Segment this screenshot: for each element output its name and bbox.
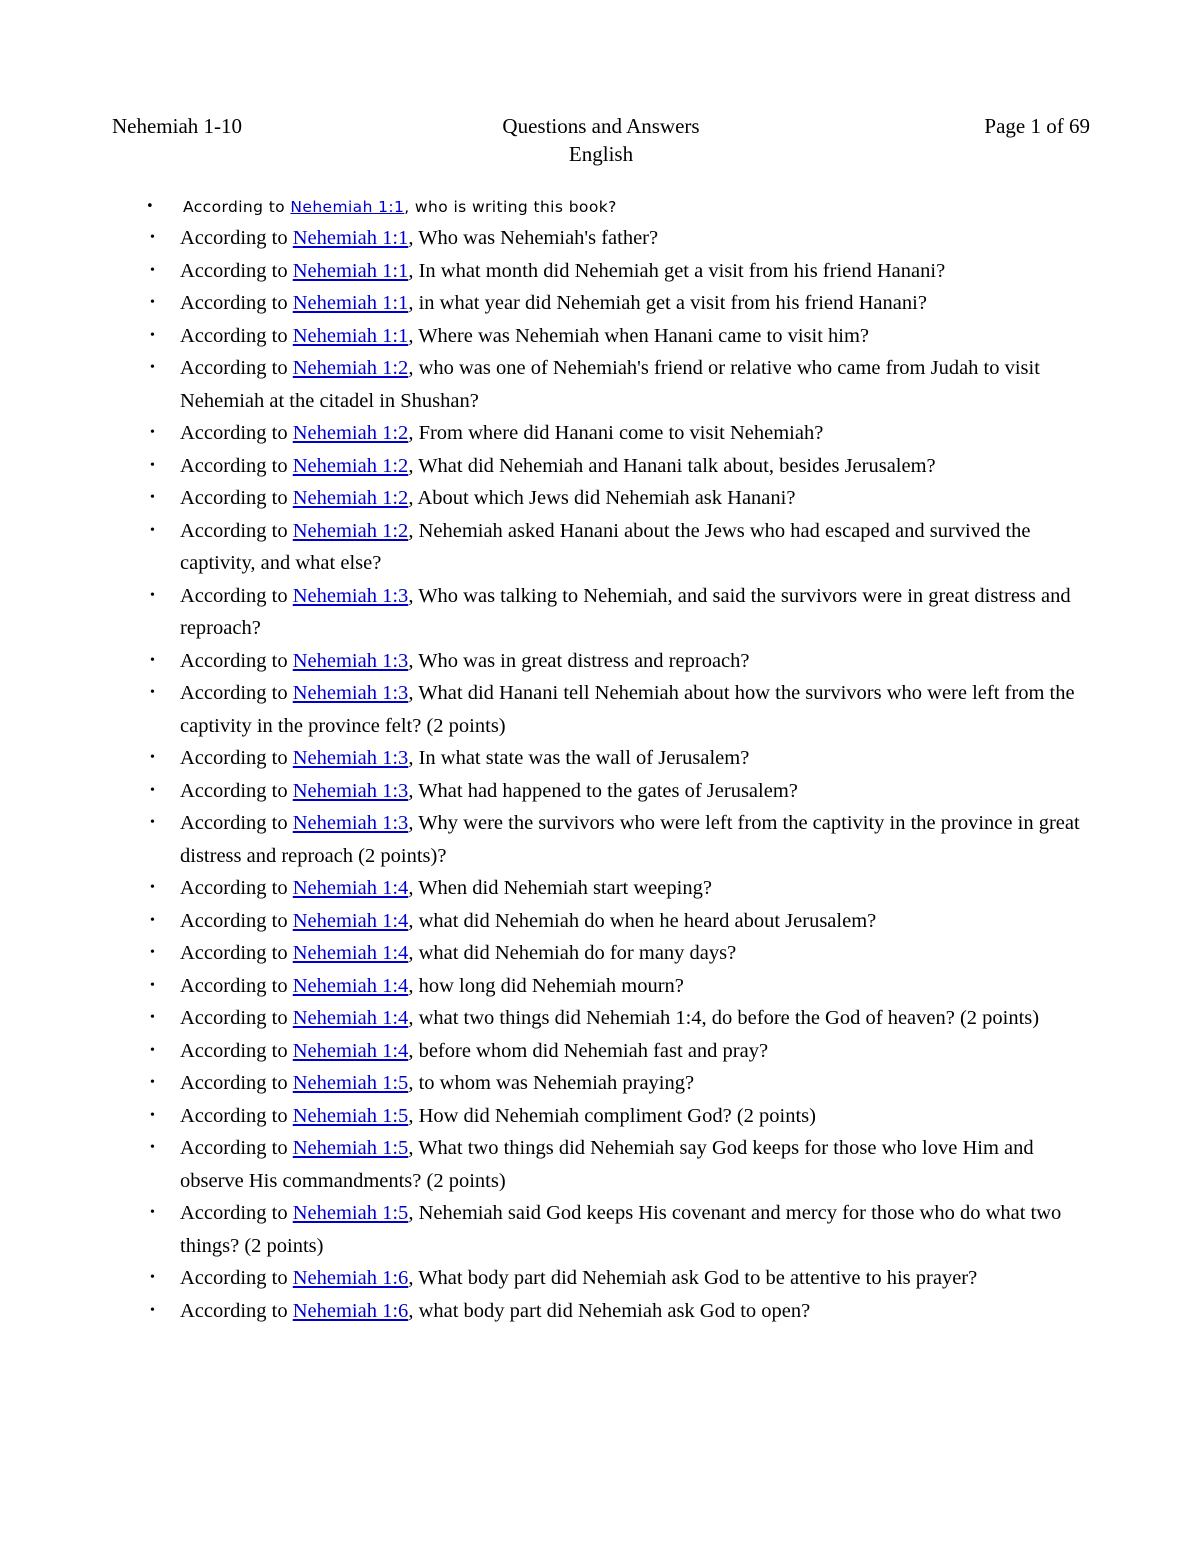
question-item — [112, 1295, 1102, 1328]
scripture-reference-link[interactable]: Nehemiah 1:3 — [292, 649, 409, 672]
question-text: , Who was in great distress and reproach? — [408, 649, 750, 672]
question-text: , In what month did Nehemiah get a visit from his friend Hanani? — [408, 259, 946, 282]
question-text: , Nehemiah asked Hanani about the Jews who had escaped and survived the captivity, and what else? — [180, 519, 1031, 574]
question-prefix: According to — [180, 649, 293, 672]
question-item — [112, 352, 1102, 417]
bullet-icon: • — [150, 360, 155, 375]
scripture-reference-link[interactable]: Nehemiah 1:1 — [292, 324, 409, 347]
bullet-icon: • — [150, 1010, 155, 1025]
question-text: , In what state was the wall of Jerusalem? — [408, 747, 750, 769]
scripture-reference-link[interactable]: Nehemiah 1:5 — [292, 1202, 409, 1224]
question-text: , who was one of Nehemiah's friend or relative who came from Judah to visit Nehemiah at the citadel in Shushan? — [180, 357, 1040, 412]
question-item — [112, 482, 1102, 515]
question-text: , What had happened to the gates of Jerusalem? — [408, 779, 798, 802]
scripture-reference-link[interactable]: Nehemiah 1:4 — [292, 877, 409, 899]
question-prefix: According to — [180, 1007, 293, 1029]
question-text: , to whom was Nehemiah praying? — [408, 1072, 695, 1094]
question-text: , Who was talking to Nehemiah, and said the survivors were in great distress and reproach? — [180, 584, 1071, 639]
bullet-icon: • — [150, 1042, 155, 1058]
question-text: , About which Jews did Nehemiah ask Hanani? — [408, 487, 796, 509]
scripture-reference-link[interactable]: Nehemiah 1:4 — [292, 909, 409, 932]
bullet-icon: • — [150, 522, 155, 538]
question-item — [112, 417, 1102, 450]
header-title: Questions and Answers — [502, 114, 700, 138]
question-prefix: According to — [180, 519, 293, 542]
question-prefix: According to — [180, 324, 293, 347]
question-item — [112, 1197, 1102, 1262]
scripture-reference-link[interactable]: Nehemiah 1:5 — [292, 1137, 409, 1159]
question-prefix: According to — [180, 1072, 293, 1094]
bullet-icon: • — [150, 1075, 155, 1090]
scripture-reference-link[interactable]: Nehemiah 1:2 — [292, 454, 409, 477]
bullet-icon: • — [150, 295, 155, 310]
scripture-reference-link[interactable]: Nehemiah 1:5 — [292, 1104, 409, 1127]
question-item — [112, 287, 1102, 320]
question-item — [112, 1100, 1102, 1133]
scripture-reference-link[interactable]: Nehemiah 1:2 — [292, 422, 409, 444]
question-item — [112, 255, 1102, 288]
question-text: , When did Nehemiah start weeping? — [408, 877, 712, 899]
question-prefix: According to — [180, 584, 293, 607]
header-book-range: Nehemiah 1-10 — [112, 114, 243, 138]
bullet-icon: • — [150, 945, 155, 960]
scripture-reference-link[interactable]: Nehemiah 1:1 — [292, 292, 409, 314]
scripture-reference-link[interactable]: Nehemiah 1:3 — [292, 682, 409, 704]
question-item — [112, 515, 1102, 580]
scripture-reference-link[interactable]: Nehemiah 1:6 — [292, 1299, 409, 1322]
header-page-number: Page 1 of 69 — [984, 114, 1090, 138]
question-prefix: According to — [180, 292, 293, 314]
question-text: , What did Hanani tell Nehemiah about how the survivors who were left from the captivity in the province felt? (2 points) — [180, 682, 1075, 737]
question-prefix: According to — [180, 454, 293, 477]
page-header — [112, 112, 1090, 142]
bullet-icon: • — [150, 750, 155, 765]
question-text: , Why were the survivors who were left from the captivity in the province in great distress and reproach (2 points)? — [180, 812, 1080, 867]
question-prefix: According to — [180, 487, 293, 509]
question-prefix: According to — [180, 357, 293, 379]
bullet-icon: • — [150, 327, 155, 343]
bullet-icon: • — [150, 1140, 155, 1155]
question-item — [112, 807, 1102, 872]
question-text: , What two things did Nehemiah say God keeps for those who love Him and observe His commandments? (2 points) — [180, 1137, 1034, 1192]
question-text: , What did Nehemiah and Hanani talk about, besides Jerusalem? — [408, 454, 936, 477]
scripture-reference-link[interactable]: Nehemiah 1:4 — [292, 1007, 409, 1029]
question-prefix: According to — [180, 909, 293, 932]
scripture-reference-link[interactable]: Nehemiah 1:2 — [292, 357, 409, 379]
bullet-icon: • — [150, 425, 155, 440]
bullet-icon: • — [150, 1107, 155, 1123]
question-item — [112, 320, 1102, 353]
scripture-reference-link[interactable]: Nehemiah 1:3 — [292, 747, 409, 769]
question-list — [112, 192, 1102, 1327]
bullet-icon: • — [150, 490, 155, 505]
question-prefix: According to — [180, 259, 293, 282]
question-text: , who is writing this book? — [404, 198, 617, 216]
question-text: , what two things did Nehemiah 1:4, do before the God of heaven? (2 points) — [408, 1007, 1040, 1029]
scripture-reference-link[interactable]: Nehemiah 1:1 — [290, 198, 405, 216]
bullet-icon: • — [150, 912, 155, 928]
bullet-icon: • — [150, 1270, 155, 1285]
question-item — [112, 872, 1102, 905]
question-prefix: According to — [180, 1267, 293, 1289]
bullet-icon: • — [150, 977, 155, 993]
question-item — [112, 775, 1102, 808]
question-item — [112, 1262, 1102, 1295]
question-text: , Nehemiah said God keeps His covenant and mercy for those who do what two things? (2 points) — [180, 1202, 1062, 1257]
question-prefix: According to — [180, 974, 293, 997]
bullet-icon: • — [150, 457, 155, 473]
question-prefix: According to — [180, 779, 293, 802]
bullet-icon: • — [150, 1205, 155, 1220]
question-prefix: According to — [180, 1299, 293, 1322]
bullet-icon: • — [150, 262, 155, 278]
question-item — [112, 580, 1102, 645]
bullet-icon: • — [150, 782, 155, 798]
bullet-icon: • — [150, 815, 155, 830]
question-prefix: According to — [180, 227, 293, 249]
question-text: , Where was Nehemiah when Hanani came to visit him? — [408, 324, 870, 347]
question-prefix: According to — [180, 942, 293, 964]
scripture-reference-link[interactable]: Nehemiah 1:6 — [292, 1267, 409, 1289]
scripture-reference-link[interactable]: Nehemiah 1:3 — [292, 584, 409, 607]
bullet-icon: • — [150, 230, 155, 245]
question-item — [112, 905, 1102, 938]
bullet-icon: • — [150, 652, 155, 668]
bullet-icon: • — [150, 880, 155, 895]
bullet-icon: • — [150, 587, 155, 603]
question-text: , what did Nehemiah do when he heard about Jerusalem? — [408, 909, 877, 932]
question-prefix: According to — [183, 198, 291, 216]
header-language: English — [568, 142, 634, 166]
question-prefix: According to — [180, 812, 293, 834]
question-text: , what did Nehemiah do for many days? — [408, 942, 737, 964]
question-text: , what body part did Nehemiah ask God to open? — [408, 1299, 811, 1322]
bullet-icon: • — [146, 199, 155, 214]
question-prefix: According to — [180, 422, 293, 444]
question-text: , What body part did Nehemiah ask God to be attentive to his prayer? — [408, 1267, 978, 1289]
scripture-reference-link[interactable]: Nehemiah 1:2 — [292, 519, 409, 542]
question-item — [112, 645, 1102, 678]
question-prefix: According to — [180, 747, 293, 769]
question-prefix: According to — [180, 1202, 293, 1224]
bullet-icon: • — [150, 685, 155, 700]
question-item — [112, 192, 1102, 222]
question-item — [112, 1132, 1102, 1197]
question-item — [112, 222, 1102, 255]
question-item — [112, 742, 1102, 775]
scripture-reference-link[interactable]: Nehemiah 1:4 — [292, 974, 409, 997]
scripture-reference-link[interactable]: Nehemiah 1:3 — [292, 812, 409, 834]
scripture-reference-link[interactable]: Nehemiah 1:4 — [292, 1039, 409, 1062]
question-prefix: According to — [180, 877, 293, 899]
scripture-reference-link[interactable]: Nehemiah 1:4 — [292, 942, 409, 964]
question-prefix: According to — [180, 1104, 293, 1127]
scripture-reference-link[interactable]: Nehemiah 1:5 — [292, 1072, 409, 1094]
question-prefix: According to — [180, 682, 293, 704]
question-item — [112, 1067, 1102, 1100]
question-item — [112, 1035, 1102, 1068]
question-item — [112, 450, 1102, 483]
scripture-reference-link[interactable]: Nehemiah 1:3 — [292, 779, 409, 802]
question-prefix: According to — [180, 1137, 293, 1159]
question-prefix: According to — [180, 1039, 293, 1062]
question-item — [112, 677, 1102, 742]
scripture-reference-link[interactable]: Nehemiah 1:1 — [292, 259, 409, 282]
bullet-icon: • — [150, 1302, 155, 1318]
question-text: , Who was Nehemiah's father? — [408, 227, 659, 249]
question-item — [112, 970, 1102, 1003]
question-text: , in what year did Nehemiah get a visit from his friend Hanani? — [408, 292, 927, 314]
question-text: , How did Nehemiah compliment God? (2 points) — [408, 1104, 816, 1127]
scripture-reference-link[interactable]: Nehemiah 1:2 — [292, 487, 409, 509]
question-item — [112, 937, 1102, 970]
question-text: , From where did Hanani come to visit Nehemiah? — [408, 422, 824, 444]
question-item — [112, 1002, 1102, 1035]
question-text: , before whom did Nehemiah fast and pray? — [408, 1039, 769, 1062]
scripture-reference-link[interactable]: Nehemiah 1:1 — [292, 227, 409, 249]
question-text: , how long did Nehemiah mourn? — [408, 974, 684, 997]
